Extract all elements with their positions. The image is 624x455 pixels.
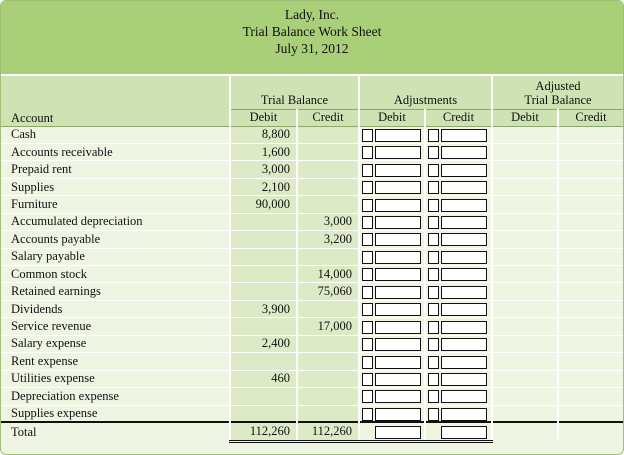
adj-credit-cell bbox=[425, 353, 492, 370]
account-cell: Supplies bbox=[1, 178, 230, 195]
report-date: July 31, 2012 bbox=[275, 41, 349, 56]
atb-credit-cell bbox=[558, 422, 623, 441]
atb-credit-cell bbox=[558, 283, 623, 300]
adj-debit-checkbox[interactable] bbox=[362, 373, 373, 386]
adj-debit-checkbox[interactable] bbox=[362, 356, 373, 369]
adj-credit-input[interactable] bbox=[441, 199, 487, 212]
atb-debit-cell bbox=[492, 318, 558, 335]
adj-debit-cell bbox=[359, 126, 425, 143]
atb-credit-cell bbox=[558, 300, 623, 317]
atb-credit-cell bbox=[558, 196, 623, 213]
adj-credit-input[interactable] bbox=[441, 268, 487, 281]
atb-debit-cell bbox=[492, 353, 558, 370]
adj-credit-input[interactable] bbox=[441, 164, 487, 177]
tb-credit-cell bbox=[297, 353, 359, 370]
table-row bbox=[1, 300, 623, 317]
adj-debit-input[interactable] bbox=[375, 199, 421, 212]
tb-credit-cell bbox=[297, 196, 359, 213]
adj-debit-input[interactable] bbox=[375, 373, 421, 386]
adj-debit-input[interactable] bbox=[375, 356, 421, 369]
tb-credit-cell: 3,000 bbox=[297, 213, 359, 230]
tb-debit-cell bbox=[230, 283, 297, 300]
atb-credit-cell bbox=[558, 231, 623, 248]
adj-credit-cell bbox=[425, 388, 492, 405]
adj-credit-cell bbox=[425, 178, 492, 195]
table-row bbox=[1, 231, 623, 248]
adj-debit-cell bbox=[359, 143, 425, 160]
adj-credit-cell bbox=[425, 248, 492, 265]
table-row bbox=[1, 388, 623, 405]
tb-credit-cell: 3,200 bbox=[297, 231, 359, 248]
table-row bbox=[1, 213, 623, 230]
account-header: Account bbox=[1, 76, 230, 126]
tb-credit-cell bbox=[297, 388, 359, 405]
adj-debit-checkbox[interactable] bbox=[362, 408, 373, 421]
adj-credit-checkbox[interactable] bbox=[428, 129, 439, 142]
tb-credit-cell bbox=[297, 126, 359, 143]
atb-credit-cell bbox=[558, 161, 623, 178]
atb-debit-cell bbox=[492, 422, 558, 441]
adj-debit-input[interactable] bbox=[375, 390, 421, 403]
adj-credit-checkbox[interactable] bbox=[428, 408, 439, 421]
adj-credit-checkbox[interactable] bbox=[428, 373, 439, 386]
trial-balance-header: Trial Balance bbox=[230, 76, 359, 109]
worksheet-table bbox=[1, 76, 623, 443]
account-cell: Salary expense bbox=[1, 335, 230, 352]
account-cell: Salary payable bbox=[1, 248, 230, 265]
tb-debit-cell: 3,000 bbox=[230, 161, 297, 178]
adj-credit-checkbox[interactable] bbox=[428, 321, 439, 334]
atb-credit-cell bbox=[558, 213, 623, 230]
adj-credit-checkbox[interactable] bbox=[428, 286, 439, 299]
adj-debit-input[interactable] bbox=[375, 303, 421, 316]
atb-debit-cell bbox=[492, 405, 558, 422]
atb-credit-cell bbox=[558, 178, 623, 195]
adj-credit-input[interactable] bbox=[441, 216, 487, 229]
adj-credit-input[interactable] bbox=[441, 373, 487, 386]
tb-debit-cell: 8,800 bbox=[230, 126, 297, 143]
adj-credit-checkbox[interactable] bbox=[428, 251, 439, 264]
adjusted-header-line1: Adjusted bbox=[535, 78, 581, 93]
adj-debit-input[interactable] bbox=[375, 321, 421, 334]
atb-credit-cell bbox=[558, 126, 623, 143]
table-row bbox=[1, 370, 623, 387]
adj-debit-checkbox[interactable] bbox=[362, 390, 373, 403]
adj-credit-input[interactable] bbox=[441, 408, 487, 421]
tb-credit-cell: 75,060 bbox=[297, 283, 359, 300]
tb-credit-cell bbox=[297, 161, 359, 178]
adj-credit-cell bbox=[425, 335, 492, 352]
adj-credit-checkbox[interactable] bbox=[428, 199, 439, 212]
table-row bbox=[1, 266, 623, 283]
adj-credit-input[interactable] bbox=[441, 426, 487, 439]
adj-debit-input[interactable] bbox=[375, 233, 421, 246]
table-row bbox=[1, 335, 623, 352]
atb-credit-cell bbox=[558, 248, 623, 265]
account-cell: Furniture bbox=[1, 196, 230, 213]
adj-debit-input[interactable] bbox=[375, 268, 421, 281]
adjusted-header-line2: Trial Balance bbox=[524, 92, 592, 107]
table-row bbox=[1, 283, 623, 300]
table-row bbox=[1, 126, 623, 143]
adj-debit-cell bbox=[359, 405, 425, 422]
adj-debit-cell bbox=[359, 300, 425, 317]
atb-debit-cell bbox=[492, 283, 558, 300]
atb-debit-cell bbox=[492, 370, 558, 387]
adj-credit-cell bbox=[425, 231, 492, 248]
account-cell: Total bbox=[1, 422, 230, 441]
adj-debit-input[interactable] bbox=[375, 408, 421, 421]
account-cell: Common stock bbox=[1, 266, 230, 283]
adj-credit-cell bbox=[425, 213, 492, 230]
atb-debit-header: Debit bbox=[492, 109, 558, 126]
adj-debit-checkbox[interactable] bbox=[362, 181, 373, 194]
adj-credit-checkbox[interactable] bbox=[428, 356, 439, 369]
tb-debit-cell: 3,900 bbox=[230, 300, 297, 317]
tb-credit-cell bbox=[297, 300, 359, 317]
adj-debit-input[interactable] bbox=[375, 216, 421, 229]
adj-debit-cell bbox=[359, 370, 425, 387]
adj-debit-checkbox[interactable] bbox=[362, 199, 373, 212]
atb-credit-cell bbox=[558, 388, 623, 405]
adj-credit-checkbox[interactable] bbox=[428, 303, 439, 316]
adj-credit-cell bbox=[425, 161, 492, 178]
tb-debit-cell bbox=[230, 318, 297, 335]
tb-debit-cell: 1,600 bbox=[230, 143, 297, 160]
table-row bbox=[1, 248, 623, 265]
account-cell: Retained earnings bbox=[1, 283, 230, 300]
adj-debit-checkbox[interactable] bbox=[362, 268, 373, 281]
atb-debit-cell bbox=[492, 196, 558, 213]
adj-debit-input[interactable] bbox=[375, 129, 421, 142]
tb-credit-cell bbox=[297, 370, 359, 387]
adj-debit-input[interactable] bbox=[375, 146, 421, 159]
atb-credit-cell bbox=[558, 335, 623, 352]
table-row bbox=[1, 318, 623, 335]
adj-credit-checkbox[interactable] bbox=[428, 338, 439, 351]
atb-debit-cell bbox=[492, 213, 558, 230]
adj-credit-input[interactable] bbox=[441, 303, 487, 316]
adj-debit-checkbox[interactable] bbox=[362, 338, 373, 351]
table-row bbox=[1, 196, 623, 213]
atb-credit-header: Credit bbox=[558, 109, 623, 126]
adj-credit-checkbox[interactable] bbox=[428, 181, 439, 194]
tb-debit-cell bbox=[230, 231, 297, 248]
adj-credit-checkbox[interactable] bbox=[428, 268, 439, 281]
account-cell: Accounts receivable bbox=[1, 143, 230, 160]
title-band bbox=[1, 1, 623, 76]
account-cell: Accumulated depreciation bbox=[1, 213, 230, 230]
atb-debit-cell bbox=[492, 300, 558, 317]
tb-credit-header: Credit bbox=[297, 109, 359, 126]
adj-debit-cell bbox=[359, 318, 425, 335]
tb-credit-cell: 14,000 bbox=[297, 266, 359, 283]
adj-debit-input[interactable] bbox=[375, 286, 421, 299]
adj-debit-cell bbox=[359, 248, 425, 265]
adj-credit-cell bbox=[425, 196, 492, 213]
adj-debit-cell bbox=[359, 353, 425, 370]
adj-debit-cell bbox=[359, 422, 425, 441]
table-row bbox=[1, 161, 623, 178]
tb-credit-cell bbox=[297, 335, 359, 352]
tb-credit-cell: 112,260 bbox=[297, 422, 359, 441]
atb-debit-cell bbox=[492, 248, 558, 265]
account-cell: Utilities expense bbox=[1, 370, 230, 387]
adj-credit-cell bbox=[425, 422, 492, 441]
adj-credit-input[interactable] bbox=[441, 129, 487, 142]
account-cell: Dividends bbox=[1, 300, 230, 317]
atb-credit-cell bbox=[558, 318, 623, 335]
adj-debit-cell bbox=[359, 178, 425, 195]
adj-debit-header: Debit bbox=[359, 109, 425, 126]
tb-debit-cell: 112,260 bbox=[230, 422, 297, 441]
adj-debit-checkbox[interactable] bbox=[362, 286, 373, 299]
adj-debit-input[interactable] bbox=[375, 426, 421, 439]
adj-credit-input[interactable] bbox=[441, 146, 487, 159]
adj-credit-cell bbox=[425, 126, 492, 143]
atb-debit-cell bbox=[492, 178, 558, 195]
atb-credit-cell bbox=[558, 266, 623, 283]
adj-credit-cell bbox=[425, 283, 492, 300]
atb-debit-cell bbox=[492, 266, 558, 283]
account-cell: Cash bbox=[1, 126, 230, 143]
adj-debit-checkbox[interactable] bbox=[362, 146, 373, 159]
adj-debit-checkbox[interactable] bbox=[362, 233, 373, 246]
tb-debit-cell bbox=[230, 266, 297, 283]
tb-debit-cell: 90,000 bbox=[230, 196, 297, 213]
adj-debit-checkbox[interactable] bbox=[362, 303, 373, 316]
adj-credit-input[interactable] bbox=[441, 390, 487, 403]
account-cell: Depreciation expense bbox=[1, 388, 230, 405]
account-cell: Prepaid rent bbox=[1, 161, 230, 178]
tb-debit-cell bbox=[230, 405, 297, 422]
adj-debit-checkbox[interactable] bbox=[362, 164, 373, 177]
adj-debit-cell bbox=[359, 231, 425, 248]
atb-debit-cell bbox=[492, 231, 558, 248]
adj-credit-checkbox[interactable] bbox=[428, 216, 439, 229]
adj-debit-checkbox[interactable] bbox=[362, 251, 373, 264]
table-row bbox=[1, 143, 623, 160]
tb-debit-cell: 2,100 bbox=[230, 178, 297, 195]
adj-credit-header: Credit bbox=[425, 109, 492, 126]
account-cell: Rent expense bbox=[1, 353, 230, 370]
adj-debit-cell bbox=[359, 388, 425, 405]
table-row bbox=[1, 353, 623, 370]
atb-credit-cell bbox=[558, 353, 623, 370]
adjustments-header: Adjustments bbox=[359, 76, 492, 109]
adj-debit-cell bbox=[359, 196, 425, 213]
adj-credit-checkbox[interactable] bbox=[428, 164, 439, 177]
adj-debit-cell bbox=[359, 283, 425, 300]
tb-credit-cell bbox=[297, 178, 359, 195]
adj-debit-checkbox[interactable] bbox=[362, 129, 373, 142]
tb-credit-cell bbox=[297, 405, 359, 422]
atb-debit-cell bbox=[492, 161, 558, 178]
adj-credit-input[interactable] bbox=[441, 338, 487, 351]
account-cell: Service revenue bbox=[1, 318, 230, 335]
atb-debit-cell bbox=[492, 388, 558, 405]
tb-debit-cell bbox=[230, 248, 297, 265]
adj-credit-cell bbox=[425, 370, 492, 387]
adj-debit-input[interactable] bbox=[375, 251, 421, 264]
adj-credit-input[interactable] bbox=[441, 251, 487, 264]
adj-credit-checkbox[interactable] bbox=[428, 146, 439, 159]
adj-credit-cell bbox=[425, 266, 492, 283]
adj-credit-input[interactable] bbox=[441, 286, 487, 299]
adj-debit-cell bbox=[359, 213, 425, 230]
atb-credit-cell bbox=[558, 405, 623, 422]
total-row bbox=[1, 422, 623, 441]
adj-debit-cell bbox=[359, 266, 425, 283]
adj-debit-checkbox[interactable] bbox=[362, 216, 373, 229]
account-cell: Accounts payable bbox=[1, 231, 230, 248]
atb-debit-cell bbox=[492, 335, 558, 352]
company-name: Lady, Inc. bbox=[284, 7, 340, 22]
tb-credit-cell: 17,000 bbox=[297, 318, 359, 335]
adj-debit-checkbox[interactable] bbox=[362, 321, 373, 334]
tb-debit-cell: 2,400 bbox=[230, 335, 297, 352]
tb-credit-cell bbox=[297, 248, 359, 265]
adj-credit-cell bbox=[425, 318, 492, 335]
adj-debit-cell bbox=[359, 335, 425, 352]
report-title: Trial Balance Work Sheet bbox=[242, 24, 382, 39]
atb-credit-cell bbox=[558, 143, 623, 160]
account-cell: Supplies expense bbox=[1, 405, 230, 422]
tb-credit-cell bbox=[297, 143, 359, 160]
atb-debit-cell bbox=[492, 143, 558, 160]
adj-debit-input[interactable] bbox=[375, 164, 421, 177]
tb-debit-cell bbox=[230, 388, 297, 405]
adj-credit-checkbox[interactable] bbox=[428, 233, 439, 246]
tb-debit-cell bbox=[230, 353, 297, 370]
adj-credit-cell bbox=[425, 143, 492, 160]
atb-debit-cell bbox=[492, 126, 558, 143]
tb-debit-cell: 460 bbox=[230, 370, 297, 387]
adj-credit-cell bbox=[425, 405, 492, 422]
adj-credit-input[interactable] bbox=[441, 321, 487, 334]
adj-credit-cell bbox=[425, 300, 492, 317]
adj-credit-input[interactable] bbox=[441, 233, 487, 246]
table-row bbox=[1, 178, 623, 195]
atb-credit-cell bbox=[558, 370, 623, 387]
adj-debit-input[interactable] bbox=[375, 181, 421, 194]
adjusted-trial-balance-header bbox=[492, 76, 623, 109]
adj-debit-cell bbox=[359, 161, 425, 178]
table-row bbox=[1, 405, 623, 422]
adj-credit-input[interactable] bbox=[441, 181, 487, 194]
adj-credit-input[interactable] bbox=[441, 356, 487, 369]
adj-debit-input[interactable] bbox=[375, 338, 421, 351]
tb-debit-cell bbox=[230, 213, 297, 230]
adj-credit-checkbox[interactable] bbox=[428, 390, 439, 403]
tb-debit-header: Debit bbox=[230, 109, 297, 126]
